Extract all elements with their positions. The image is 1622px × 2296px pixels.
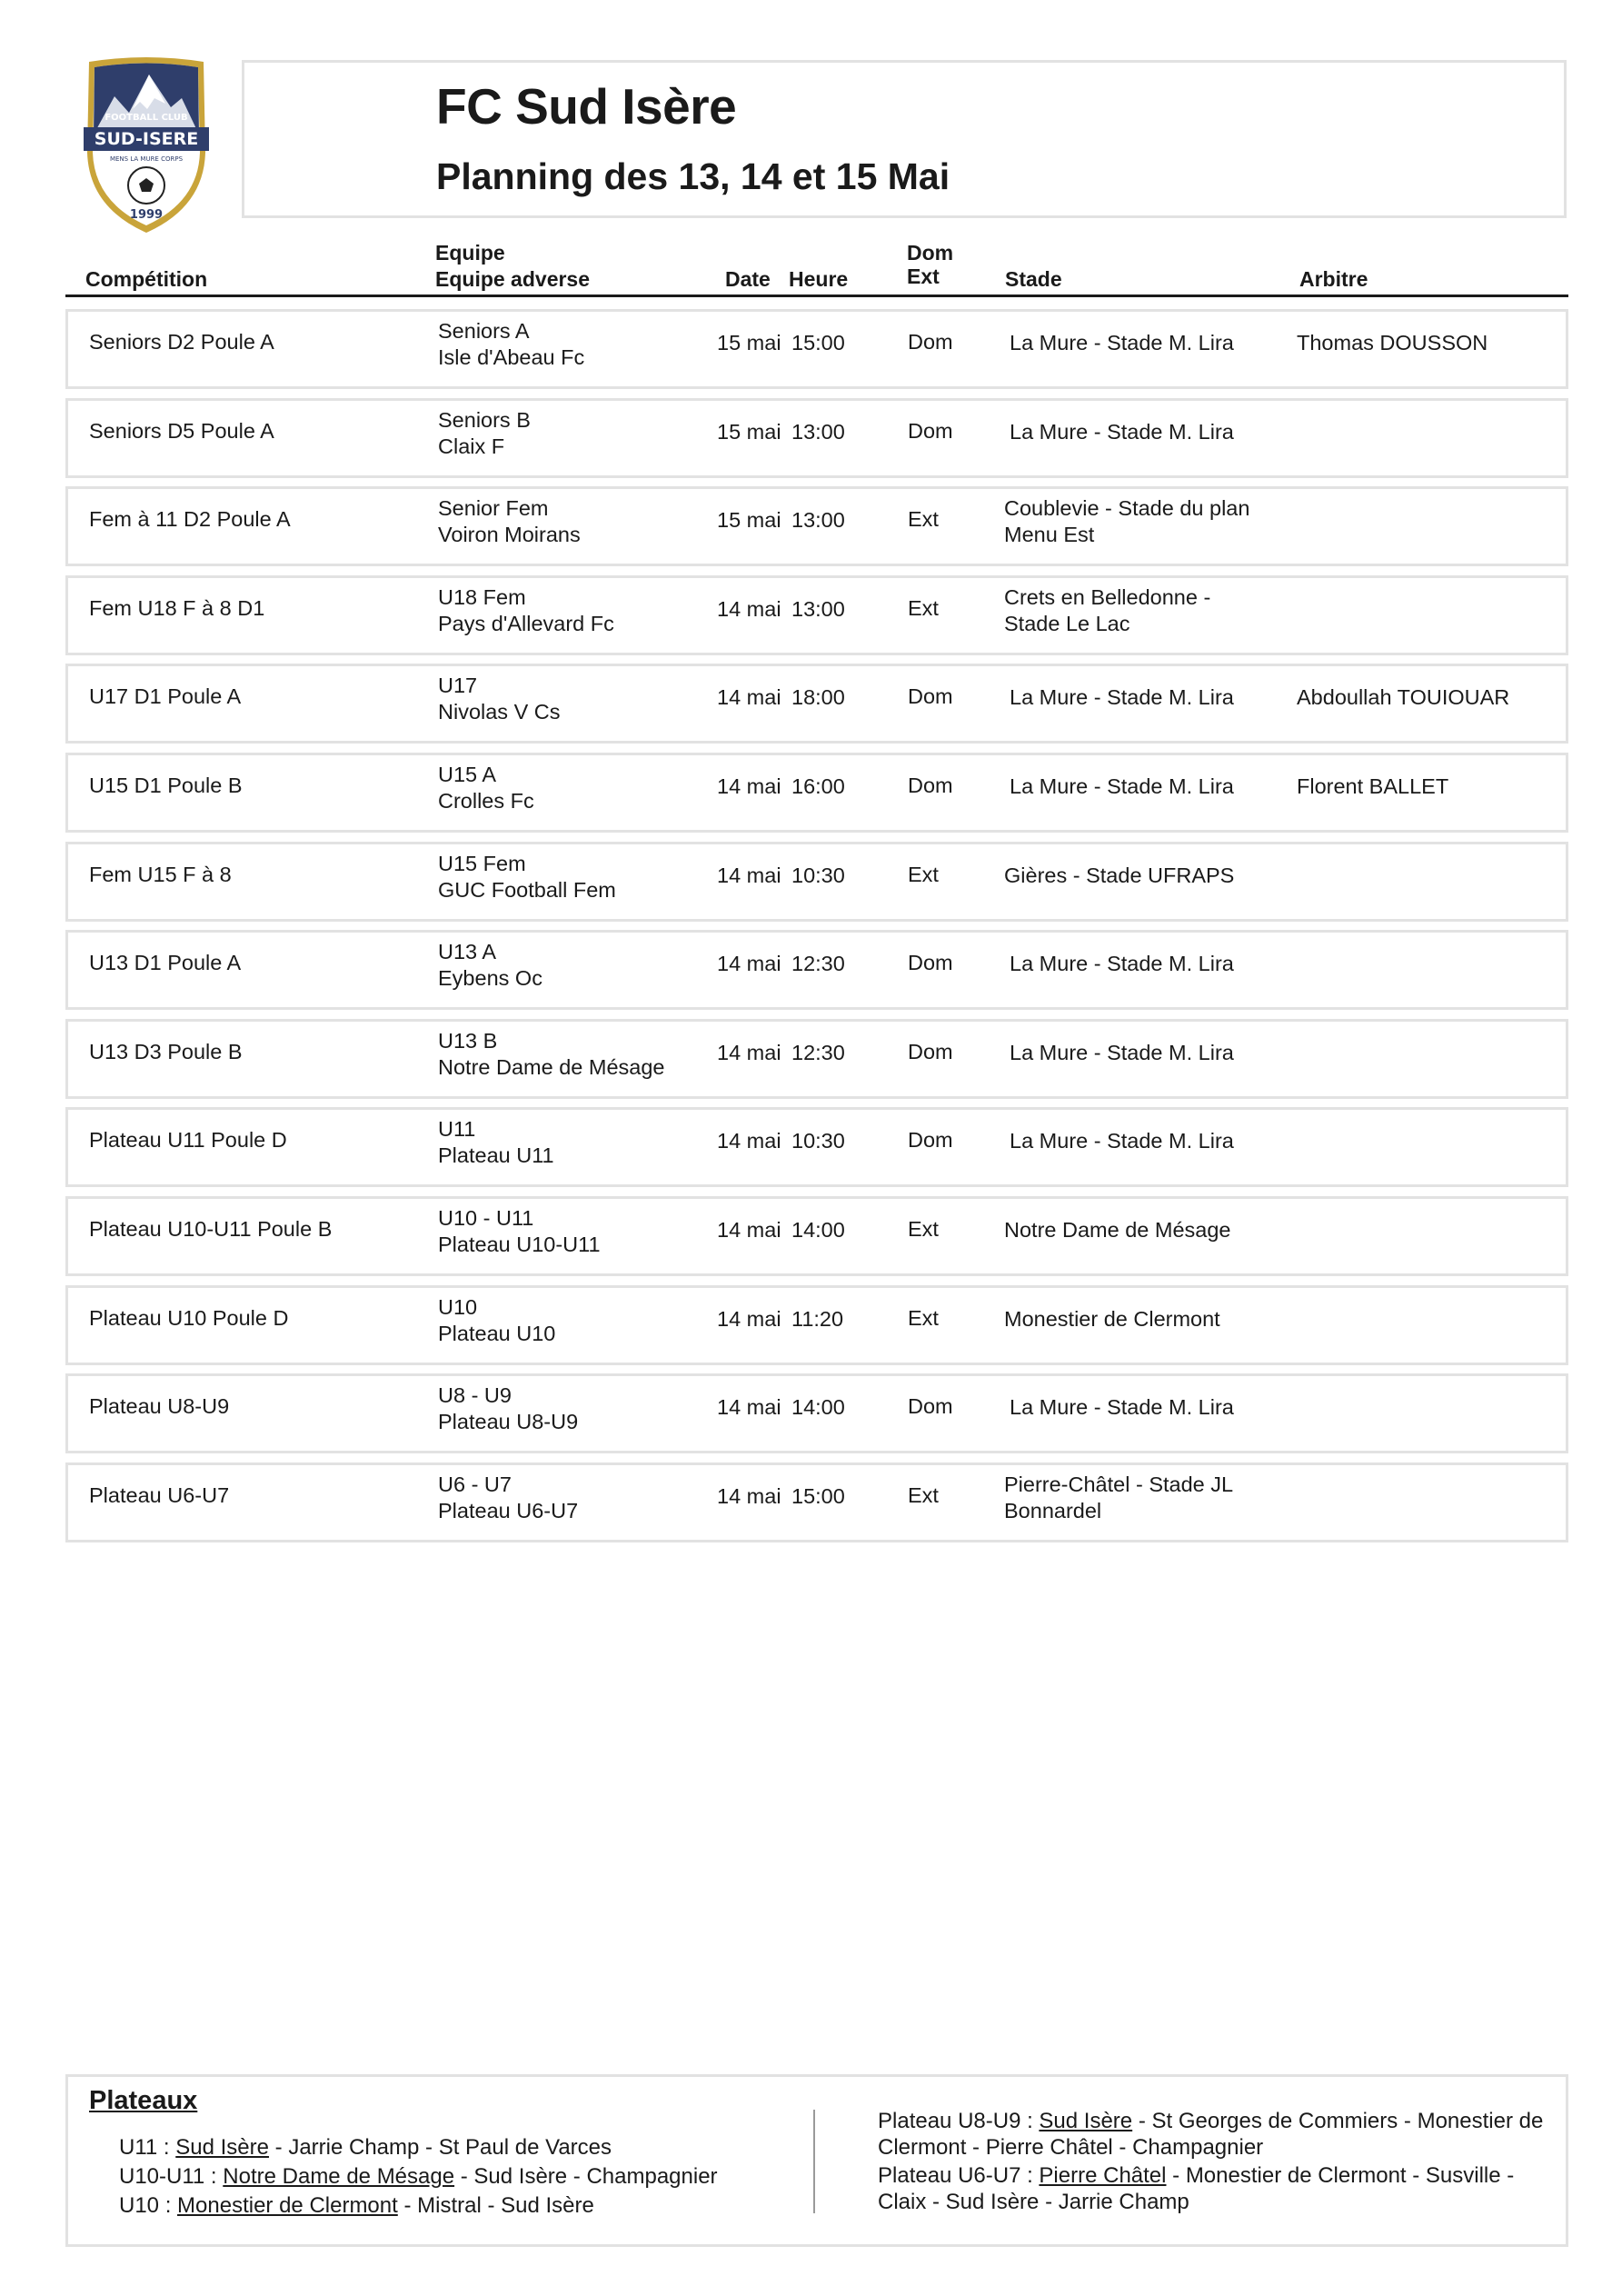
plateaux-title: Plateaux bbox=[89, 2086, 198, 2115]
plateaux-left-list bbox=[119, 2133, 718, 2221]
time-cell: 10:30 bbox=[791, 863, 845, 887]
venue-cell: Dom bbox=[908, 951, 953, 975]
table-row bbox=[65, 1019, 1568, 1099]
table-row bbox=[65, 575, 1568, 655]
venue-cell: Dom bbox=[908, 684, 953, 709]
time-cell: 12:30 bbox=[791, 1040, 845, 1064]
time-cell: 11:20 bbox=[791, 1306, 844, 1331]
venue-cell: Dom bbox=[908, 418, 953, 443]
stadium-cell: La Mure - Stade M. Lira bbox=[1010, 1395, 1234, 1420]
table-row bbox=[65, 398, 1568, 478]
time-cell: 15:00 bbox=[791, 331, 845, 354]
date-cell: 15 mai bbox=[717, 331, 781, 354]
plateaux-right-list bbox=[878, 2108, 1550, 2217]
date-cell: 14 mai bbox=[717, 1217, 781, 1242]
plateau-entry: Plateau U8-U9 : Sud Isère - St Georges de Commiers - Monestier de Clermont - Pierre Châtel - Champagnier bbox=[878, 2109, 1544, 2160]
team-cell: U13 A Eybens Oc bbox=[438, 940, 542, 991]
stadium-cell: Monestier de Clermont bbox=[1004, 1306, 1220, 1331]
team-cell: Seniors A Isle d'Abeau Fc bbox=[438, 319, 585, 369]
time-cell: 13:00 bbox=[791, 596, 845, 621]
table-row bbox=[65, 930, 1568, 1010]
competition-cell: Plateau U11 Poule D bbox=[89, 1128, 287, 1153]
venue-cell: Ext bbox=[908, 1482, 939, 1507]
team-cell: U8 - U9 Plateau U8-U9 bbox=[438, 1383, 579, 1434]
venue-cell: Dom bbox=[908, 1128, 953, 1153]
team-cell: U10 - U11 Plateau U10-U11 bbox=[438, 1205, 601, 1256]
plateau-entry: U10 : Monestier de Clermont - Mistral - Sud Isère bbox=[119, 2193, 594, 2218]
plateaux-divider bbox=[813, 2110, 815, 2213]
date-cell: 14 mai bbox=[717, 1129, 781, 1153]
header-date: Date bbox=[725, 267, 771, 291]
title-box bbox=[242, 60, 1567, 218]
time-cell: 14:00 bbox=[791, 1217, 845, 1242]
stadium-cell: La Mure - Stade M. Lira bbox=[1010, 419, 1234, 444]
svg-text:FOOTBALL CLUB: FOOTBALL CLUB bbox=[104, 113, 188, 123]
time-cell: 12:30 bbox=[791, 952, 845, 976]
team-cell: Senior Fem Voiron Moirans bbox=[438, 496, 581, 547]
table-row bbox=[65, 309, 1568, 389]
header-opponent: Equipe adverse bbox=[435, 267, 591, 291]
time-cell: 13:00 bbox=[791, 419, 845, 444]
table-row bbox=[65, 842, 1568, 922]
header-venue-ext: Ext bbox=[907, 265, 940, 288]
team-cell: U15 Fem GUC Football Fem bbox=[438, 851, 616, 902]
page-subtitle: Planning des 13, 14 et 15 Mai bbox=[436, 155, 950, 197]
time-cell: 10:30 bbox=[791, 1129, 845, 1153]
date-cell: 15 mai bbox=[717, 508, 781, 533]
table-row bbox=[65, 486, 1568, 566]
header-time: Heure bbox=[789, 267, 849, 291]
competition-cell: Fem U18 F à 8 D1 bbox=[89, 595, 265, 620]
header-stadium: Stade bbox=[1005, 267, 1062, 291]
header-referee: Arbitre bbox=[1299, 267, 1368, 291]
stadium-cell: Gières - Stade UFRAPS bbox=[1004, 863, 1235, 887]
stadium-cell: La Mure - Stade M. Lira bbox=[1010, 774, 1234, 798]
venue-cell: Dom bbox=[908, 1394, 953, 1419]
svg-text:SUD-ISERE: SUD-ISERE bbox=[94, 129, 199, 149]
venue-cell: Ext bbox=[908, 507, 939, 532]
date-cell: 14 mai bbox=[717, 1483, 781, 1508]
stadium-cell: La Mure - Stade M. Lira bbox=[1010, 1040, 1234, 1064]
stadium-cell: La Mure - Stade M. Lira bbox=[1010, 1129, 1234, 1153]
team-cell: U17 Nivolas V Cs bbox=[438, 674, 561, 724]
team-cell: Seniors B Claix F bbox=[438, 407, 531, 458]
page-title: FC Sud Isère bbox=[436, 78, 737, 135]
date-cell: 14 mai bbox=[717, 1306, 781, 1331]
date-cell: 14 mai bbox=[717, 685, 781, 710]
header-team: Equipe bbox=[435, 241, 505, 265]
stadium-cell: Crets en Belledonne - Stade Le Lac bbox=[1004, 584, 1211, 635]
plateaux-box bbox=[65, 2074, 1568, 2247]
time-cell: 16:00 bbox=[791, 774, 845, 798]
venue-cell: Ext bbox=[908, 1305, 939, 1330]
date-cell: 15 mai bbox=[717, 419, 781, 444]
referee-cell: Abdoullah TOUIOUAR bbox=[1297, 685, 1510, 710]
header-competition: Compétition bbox=[85, 267, 208, 291]
table-header bbox=[0, 240, 1622, 296]
competition-cell: U17 D1 Poule A bbox=[89, 684, 242, 709]
competition-cell: Seniors D5 Poule A bbox=[89, 418, 274, 443]
date-cell: 14 mai bbox=[717, 952, 781, 976]
table-row bbox=[65, 1196, 1568, 1276]
stadium-cell: Notre Dame de Mésage bbox=[1004, 1217, 1231, 1242]
table-row bbox=[65, 1107, 1568, 1187]
time-cell: 14:00 bbox=[791, 1395, 845, 1420]
team-cell: U11 Plateau U11 bbox=[438, 1117, 554, 1168]
competition-cell: Plateau U8-U9 bbox=[89, 1394, 230, 1419]
date-cell: 14 mai bbox=[717, 1040, 781, 1064]
team-cell: U15 A Crolles Fc bbox=[438, 762, 534, 813]
date-cell: 14 mai bbox=[717, 774, 781, 798]
svg-text:MENS LA MURE CORPS: MENS LA MURE CORPS bbox=[109, 155, 184, 163]
table-row bbox=[65, 1462, 1568, 1542]
venue-cell: Ext bbox=[908, 595, 939, 620]
stadium-cell: Coublevie - Stade du plan Menu Est bbox=[1004, 496, 1250, 547]
plateau-entry: U11 : Sud Isère - Jarrie Champ - St Paul de Varces bbox=[119, 2135, 612, 2160]
team-cell: U6 - U7 Plateau U6-U7 bbox=[438, 1472, 579, 1522]
competition-cell: Fem à 11 D2 Poule A bbox=[89, 507, 291, 532]
match-list bbox=[65, 309, 1568, 1551]
date-cell: 14 mai bbox=[717, 1395, 781, 1420]
competition-cell: U13 D1 Poule A bbox=[89, 951, 242, 975]
date-cell: 14 mai bbox=[717, 596, 781, 621]
competition-cell: U15 D1 Poule B bbox=[89, 773, 243, 797]
table-row bbox=[65, 753, 1568, 833]
table-row bbox=[65, 664, 1568, 744]
stadium-cell: La Mure - Stade M. Lira bbox=[1010, 685, 1234, 710]
team-cell: U10 Plateau U10 bbox=[438, 1294, 556, 1345]
stadium-cell: Pierre-Châtel - Stade JL Bonnardel bbox=[1004, 1472, 1234, 1522]
plateau-entry: U10-U11 : Notre Dame de Mésage - Sud Isère - Champagnier bbox=[119, 2164, 718, 2189]
competition-cell: U13 D3 Poule B bbox=[89, 1039, 243, 1063]
table-row bbox=[65, 1373, 1568, 1453]
date-cell: 14 mai bbox=[717, 863, 781, 887]
referee-cell: Florent BALLET bbox=[1297, 774, 1449, 798]
competition-cell: Plateau U10-U11 Poule B bbox=[89, 1216, 333, 1241]
venue-cell: Ext bbox=[908, 862, 939, 886]
competition-cell: Plateau U6-U7 bbox=[89, 1482, 230, 1507]
competition-cell: Fem U15 F à 8 bbox=[89, 862, 232, 886]
plateau-entry: Plateau U6-U7 : Pierre Châtel - Monestier de Clermont - Susville - Claix - Sud Isère - Jarrie Champ bbox=[878, 2163, 1515, 2214]
header-venue-dom: Dom bbox=[907, 241, 954, 265]
time-cell: 13:00 bbox=[791, 508, 845, 533]
time-cell: 18:00 bbox=[791, 685, 845, 710]
time-cell: 15:00 bbox=[791, 1483, 845, 1508]
venue-cell: Dom bbox=[908, 330, 953, 354]
competition-cell: Seniors D2 Poule A bbox=[89, 330, 274, 354]
venue-cell: Dom bbox=[908, 773, 953, 797]
club-logo bbox=[78, 55, 214, 236]
venue-cell: Ext bbox=[908, 1216, 939, 1241]
referee-cell: Thomas DOUSSON bbox=[1297, 331, 1488, 354]
venue-cell: Dom bbox=[908, 1039, 953, 1063]
team-cell: U18 Fem Pays d'Allevard Fc bbox=[438, 584, 614, 635]
header-rule bbox=[65, 294, 1568, 297]
competition-cell: Plateau U10 Poule D bbox=[89, 1305, 289, 1330]
team-cell: U13 B Notre Dame de Mésage bbox=[438, 1028, 665, 1079]
stadium-cell: La Mure - Stade M. Lira bbox=[1010, 331, 1234, 354]
stadium-cell: La Mure - Stade M. Lira bbox=[1010, 952, 1234, 976]
table-row bbox=[65, 1285, 1568, 1365]
svg-text:1999: 1999 bbox=[129, 208, 164, 222]
